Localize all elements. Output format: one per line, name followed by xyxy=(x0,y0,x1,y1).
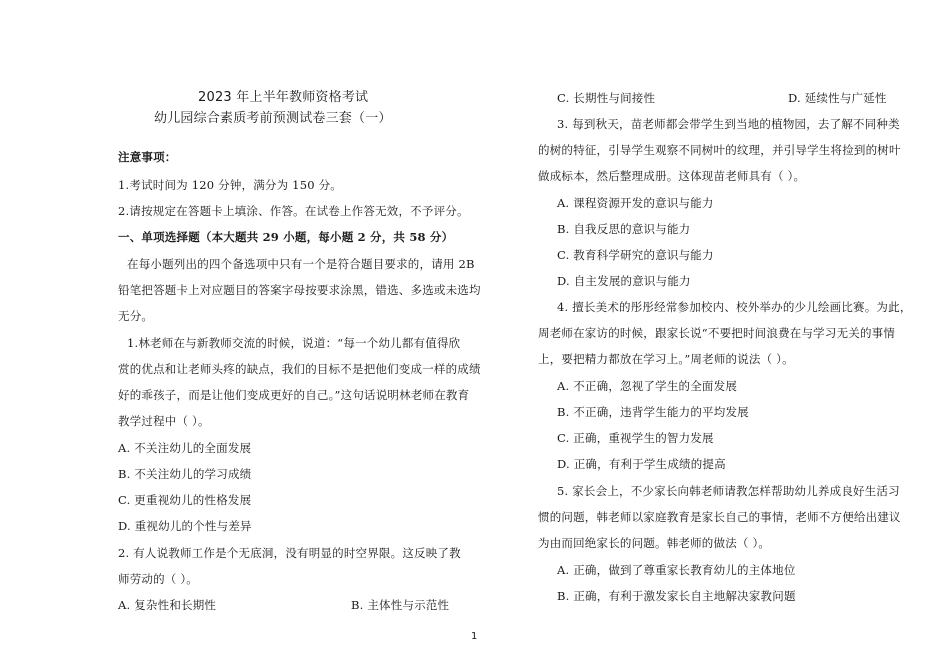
page-number: 1 xyxy=(471,631,478,642)
question-line: 2. 有人说教师工作是个无底洞，没有明显的时空界限。这反映了教 xyxy=(118,546,461,560)
question-line: 为由而回绝家长的问题。韩老师的做法（ ）。 xyxy=(538,536,771,550)
question-line: 教学过程中（ ）。 xyxy=(118,414,210,428)
answer-option: C. 更重视幼儿的性格发展 xyxy=(118,493,252,507)
question-line: 赏的优点和让老师头疼的缺点，我们的目标不是把他们变成一样的成绩 xyxy=(118,362,481,376)
answer-option: B. 正确，有利于激发家长自主地解决家教问题 xyxy=(557,589,796,603)
question-line: 3. 每到秋天，苗老师都会带学生到当地的植物园，去了解不同种类 xyxy=(557,117,900,131)
answer-option: C. 正确，重视学生的智力发展 xyxy=(557,431,714,445)
answer-option: A. 正确，做到了尊重家长教育幼儿的主体地位 xyxy=(557,563,796,577)
answer-option: D. 重视幼儿的个性与差异 xyxy=(118,519,252,533)
answer-option: D. 正确，有利于学生成绩的提高 xyxy=(557,457,726,471)
answer-option: A. 不关注幼儿的全面发展 xyxy=(118,441,252,455)
answer-option: D. 自主发展的意识与能力 xyxy=(557,274,691,288)
answer-option: D. 延续性与广延性 xyxy=(788,91,887,105)
answer-option: B. 不关注幼儿的学习成绩 xyxy=(118,467,252,481)
question-line: 好的乖孩子，而是让他们变成更好的自己。”这句话说明林老师在教育 xyxy=(118,388,470,402)
answer-option: B. 自我反思的意识与能力 xyxy=(557,222,691,236)
instruction-line: 无分。 xyxy=(118,309,154,323)
answer-option: A. 课程资源开发的意识与能力 xyxy=(557,196,714,210)
instruction-line: 在每小题列出的四个备选项中只有一个是符合题目要求的，请用 2B xyxy=(127,257,475,271)
answer-option: A. 不正确，忽视了学生的全面发展 xyxy=(557,379,738,393)
question-line: 5. 家长会上，不少家长向韩老师请教怎样帮助幼儿养成良好生活习 xyxy=(557,484,900,498)
answer-option: C. 长期性与间接性 xyxy=(557,91,656,105)
question-line: 周老师在家访的时候，跟家长说“不要把时间浪费在与学习无关的事情 xyxy=(538,326,896,340)
answer-option: B. 不正确，违背学生能力的平均发展 xyxy=(557,405,749,419)
exam-title: 2023 年上半年教师资格考试 xyxy=(198,90,369,105)
notice-item: 2.请按规定在答题卡上填涂、作答。在试卷上作答无效，不予评分。 xyxy=(118,204,469,218)
section-heading: 一、单项选择题（本大题共 29 小题，每小题 2 分，共 58 分） xyxy=(118,230,454,244)
answer-option: A. 复杂性和长期性 xyxy=(118,598,217,612)
question-line: 的树的特征，引导学生观察不同树叶的纹理，并引导学生将捡到的树叶 xyxy=(538,143,901,157)
exam-subtitle: 幼儿园综合素质考前预测试卷三套（一） xyxy=(154,111,392,126)
question-line: 师劳动的（ ）。 xyxy=(118,572,199,586)
question-line: 惯的问题，韩老师以家庭教育是家长自己的事情，老师不方便给出建议 xyxy=(538,510,901,524)
answer-option: C. 教育科学研究的意识与能力 xyxy=(557,248,714,262)
notice-item: 1.考试时间为 120 分钟，满分为 150 分。 xyxy=(118,178,342,192)
question-line: 1.林老师在与新教师交流的时候，说道：“每一个幼儿都有值得欣 xyxy=(127,336,461,350)
notice-heading: 注意事项： xyxy=(118,150,177,164)
question-line: 4. 擅长美术的彤彤经常参加校内、校外举办的少儿绘画比赛。为此， xyxy=(557,300,912,314)
instruction-line: 铅笔把答题卡上对应题目的答案字母按要求涂黑，错选、多选或未选均 xyxy=(118,283,481,297)
answer-option: B. 主体性与示范性 xyxy=(351,598,450,612)
question-line: 做成标本，然后整理成册。这体现苗老师具有（ ）。 xyxy=(538,169,806,183)
question-line: 上，要把精力都放在学习上。”周老师的说法（ ）。 xyxy=(538,352,794,366)
